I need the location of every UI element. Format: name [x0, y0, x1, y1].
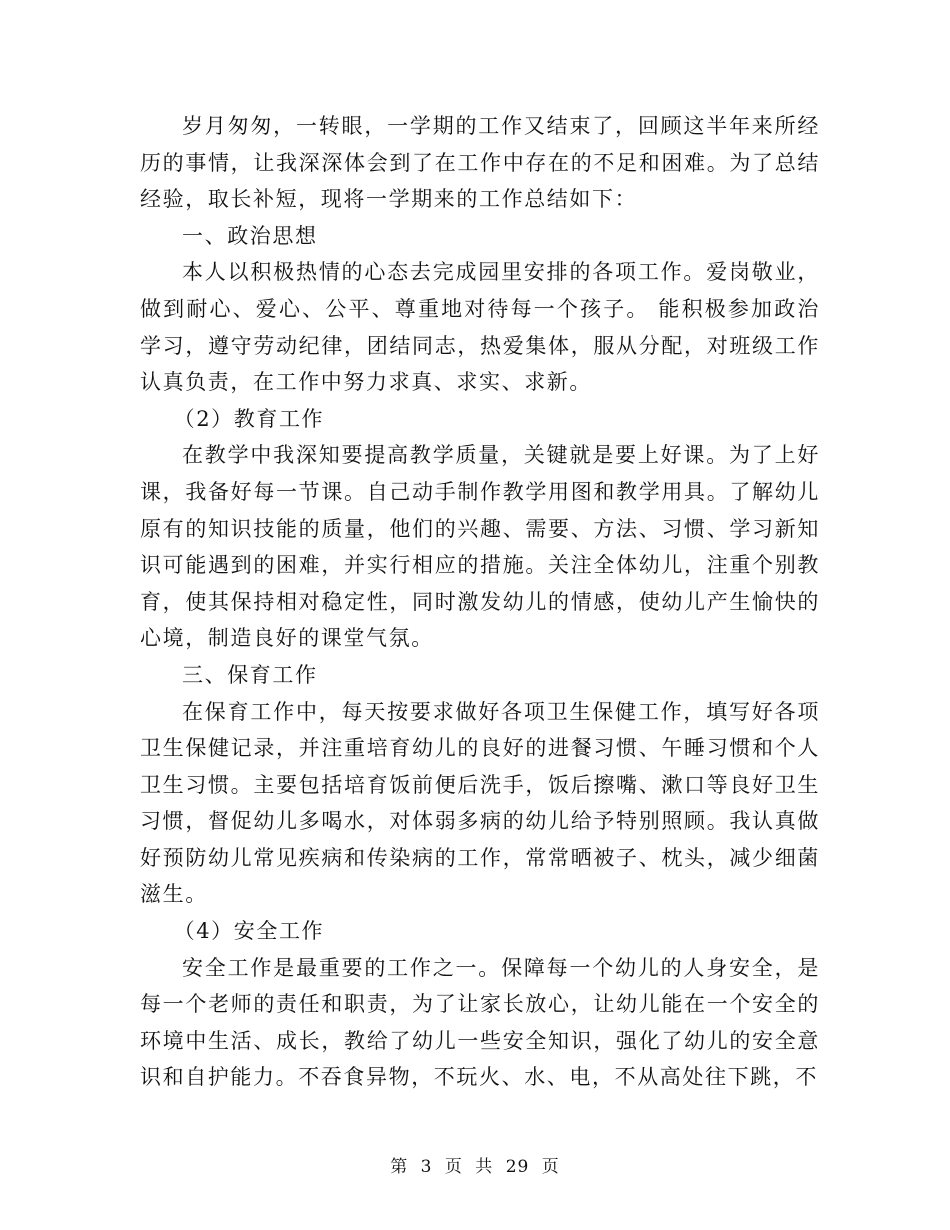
- section-heading-care: 三、保育工作: [182, 662, 318, 687]
- politics-paragraph: 本人以积极热情的心态去完成园里安排的各项工作。爱岗敬业，做到耐心、爱心、公平、尊重地对待每一个孩子。 能积极参加政治学习，遵守劳动纪律，团结同志，热爱集体，服从分配，对班级工作认真负责，在工作中努力求真、求实、求新。: [140, 260, 820, 395]
- page-number-footer: 第 3 页 共 29 页: [390, 1157, 560, 1177]
- document-body: [140, 108, 820, 1096]
- section-heading-politics: 一、政治思想: [182, 223, 318, 248]
- section-heading-education: （2）教育工作: [173, 406, 325, 431]
- safety-paragraph: 安全工作是最重要的工作之一。保障每一个幼儿的人身安全，是每一个老师的责任和职责，为了让家长放心，让幼儿能在一个安全的环境中生活、成长，教给了幼儿一些安全知识，强化了幼儿的安全意识和自护能力。不吞食异物，不玩火、水、电，不从高处往下跳，不: [140, 955, 820, 1090]
- section-heading-safety: （4）安全工作: [173, 919, 325, 944]
- care-paragraph: 在保育工作中，每天按要求做好各项卫生保健工作，填写好各项卫生保健记录，并注重培育幼儿的良好的进餐习惯、午睡习惯和个人卫生习惯。主要包括培育饭前便后洗手，饭后擦嘴、漱口等良好卫生习惯，督促幼儿多喝水，对体弱多病的幼儿给予特别照顾。我认真做好预防幼儿常见疾病和传染病的工作，常常晒被子、枕头，减少细菌滋生。: [140, 699, 820, 907]
- education-paragraph: 在教学中我深知要提高教学质量，关键就是要上好课。为了上好课，我备好每一节课。自己动手制作教学用图和教学用具。了解幼儿原有的知识技能的质量，他们的兴趣、需要、方法、习惯、学习新知识可能遇到的困难，并实行相应的措施。关注全体幼儿，注重个别教育，使其保持相对稳定性，同时激发幼儿的情感，使幼儿产生愉快的心境，制造良好的课堂气氛。: [140, 443, 820, 651]
- intro-paragraph: 岁月匆匆，一转眼，一学期的工作又结束了，回顾这半年来所经历的事情，让我深深体会到了在工作中存在的不足和困难。为了总结经验，取长补短，现将一学期来的工作总结如下：: [140, 114, 820, 212]
